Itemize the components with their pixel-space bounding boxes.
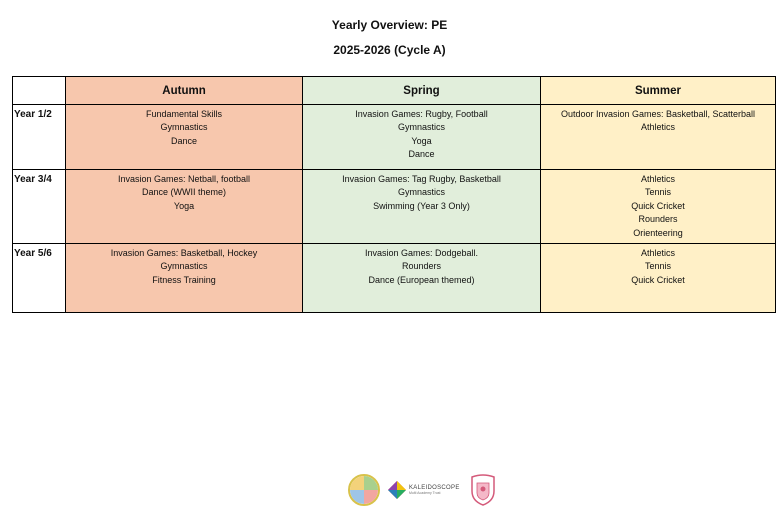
page-subtitle: 2025-2026 (Cycle A) (333, 43, 446, 57)
page-title: Yearly Overview: PE (331, 18, 448, 32)
spring-cell (303, 170, 541, 244)
footer-logos (348, 472, 508, 508)
activity-item: Fundamental Skills (145, 109, 223, 119)
autumn-cell (66, 244, 303, 313)
table-row (13, 170, 776, 244)
activity-item: Quick Cricket (631, 200, 685, 211)
activity-item: Gymnastics (160, 261, 208, 272)
activity-item: Dance (WWII theme) (141, 187, 226, 198)
activity-item: Orienteering (633, 227, 683, 238)
activity-item: Fitness Training (152, 274, 216, 285)
year-label: Year 1/2 (13, 105, 66, 170)
table-row (13, 105, 776, 170)
activity-item: Athletics (640, 248, 675, 258)
header-spring: Spring (303, 77, 541, 105)
kaleidoscope-name: KALEIDOSCOPE (409, 485, 460, 491)
activity-item: Rounders (638, 214, 678, 225)
header-autumn: Autumn (66, 77, 303, 105)
activity-item: Invasion Games: Dodgeball. (364, 248, 479, 258)
summer-cell (541, 105, 776, 170)
activity-item: Invasion Games: Tag Rugby, Basketball (342, 174, 501, 184)
activity-item: Quick Cricket (631, 274, 685, 285)
spring-cell (303, 105, 541, 170)
autumn-cell (66, 105, 303, 170)
activity-item: Gymnastics (397, 187, 445, 198)
header-summer: Summer (541, 77, 776, 105)
pe-overview-table (12, 76, 776, 313)
activity-item: Tennis (644, 187, 671, 198)
header-row (13, 77, 776, 105)
header-blank (13, 77, 66, 105)
activity-item: Gymnastics (160, 122, 208, 133)
summer-cell (541, 244, 776, 313)
activity-item: Athletics (640, 174, 675, 184)
activity-item: Tennis (644, 261, 671, 272)
activity-item: Rounders (401, 261, 442, 272)
table-row (13, 244, 776, 313)
activity-item: Gymnastics (397, 122, 445, 133)
kaleidoscope-logo (388, 481, 460, 499)
activity-item: Dance (408, 149, 435, 160)
year-label: Year 3/4 (13, 170, 66, 244)
activity-item: Invasion Games: Netball, football (117, 174, 251, 184)
activity-item: Invasion Games: Rugby, Football (355, 109, 488, 119)
summer-cell (541, 170, 776, 244)
activity-item: Invasion Games: Basketball, Hockey (110, 248, 258, 258)
autumn-cell (66, 170, 303, 244)
school-values-logo-icon (348, 474, 380, 506)
kaleidoscope-icon (388, 481, 406, 499)
spring-cell (303, 244, 541, 313)
year-label: Year 5/6 (13, 244, 66, 313)
school-crest-icon (468, 473, 498, 507)
kaleidoscope-tagline: Multi Academy Trust (409, 491, 441, 495)
activity-item: Dance (170, 135, 197, 146)
activity-item: Outdoor Invasion Games: Basketball, Scatterball (560, 109, 756, 119)
activity-item: Swimming (Year 3 Only) (373, 200, 470, 211)
activity-item: Yoga (411, 135, 432, 146)
activity-item: Athletics (640, 122, 675, 133)
activity-item: Yoga (173, 200, 195, 211)
activity-item: Dance (European themed) (368, 274, 475, 285)
